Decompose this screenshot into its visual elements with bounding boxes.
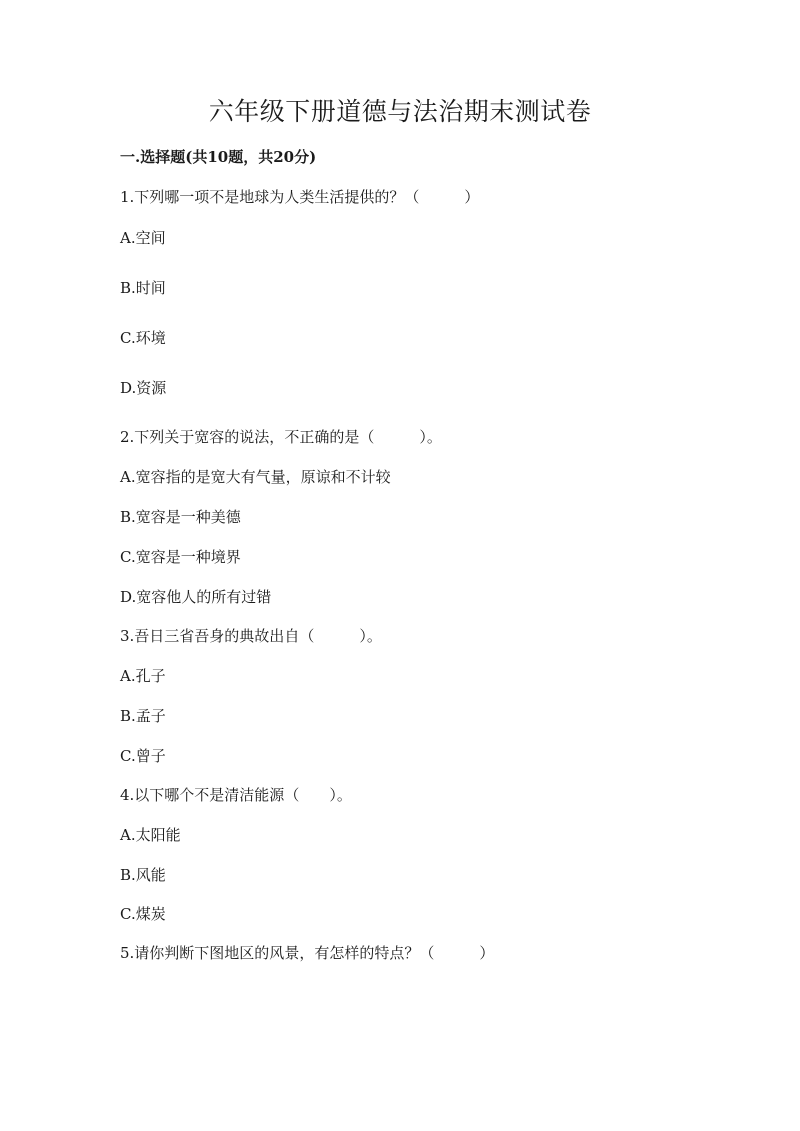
- section-heading: 一.选择题(共10题，共20分): [120, 148, 317, 166]
- question-1-option-a[interactable]: A.空间: [120, 229, 166, 247]
- question-4-option-a[interactable]: A.太阳能: [120, 826, 181, 844]
- question-2-option-c[interactable]: C.宽容是一种境界: [120, 548, 241, 566]
- question-3-option-a[interactable]: A.孔子: [120, 667, 166, 685]
- question-3-option-b[interactable]: B.孟子: [120, 707, 166, 725]
- question-4-option-c[interactable]: C.煤炭: [120, 905, 166, 923]
- exam-title: 六年级下册道德与法治期末测试卷: [208, 97, 592, 126]
- question-3-stem: 3.吾日三省吾身的典故出自（ ）。: [120, 627, 382, 645]
- question-1-option-c[interactable]: C.环境: [120, 329, 166, 347]
- question-4-option-b[interactable]: B.风能: [120, 866, 166, 884]
- question-2-option-a[interactable]: A.宽容指的是宽大有气量，原谅和不计较: [120, 468, 391, 486]
- question-5-stem: 5.请你判断下图地区的风景，有怎样的特点？（ ）: [120, 944, 495, 962]
- question-2-option-d[interactable]: D.宽容他人的所有过错: [120, 588, 272, 606]
- question-1-option-b[interactable]: B.时间: [120, 279, 166, 297]
- question-2-option-b[interactable]: B.宽容是一种美德: [120, 508, 241, 526]
- question-4-stem: 4.以下哪个不是清洁能源（ ）。: [120, 786, 352, 804]
- question-2-stem: 2.下列关于宽容的说法，不正确的是（ ）。: [120, 428, 442, 446]
- question-1-option-d[interactable]: D.资源: [120, 379, 167, 397]
- question-1-stem: 1.下列哪一项不是地球为人类生活提供的？（ ）: [120, 188, 480, 206]
- question-3-option-c[interactable]: C.曾子: [120, 747, 166, 765]
